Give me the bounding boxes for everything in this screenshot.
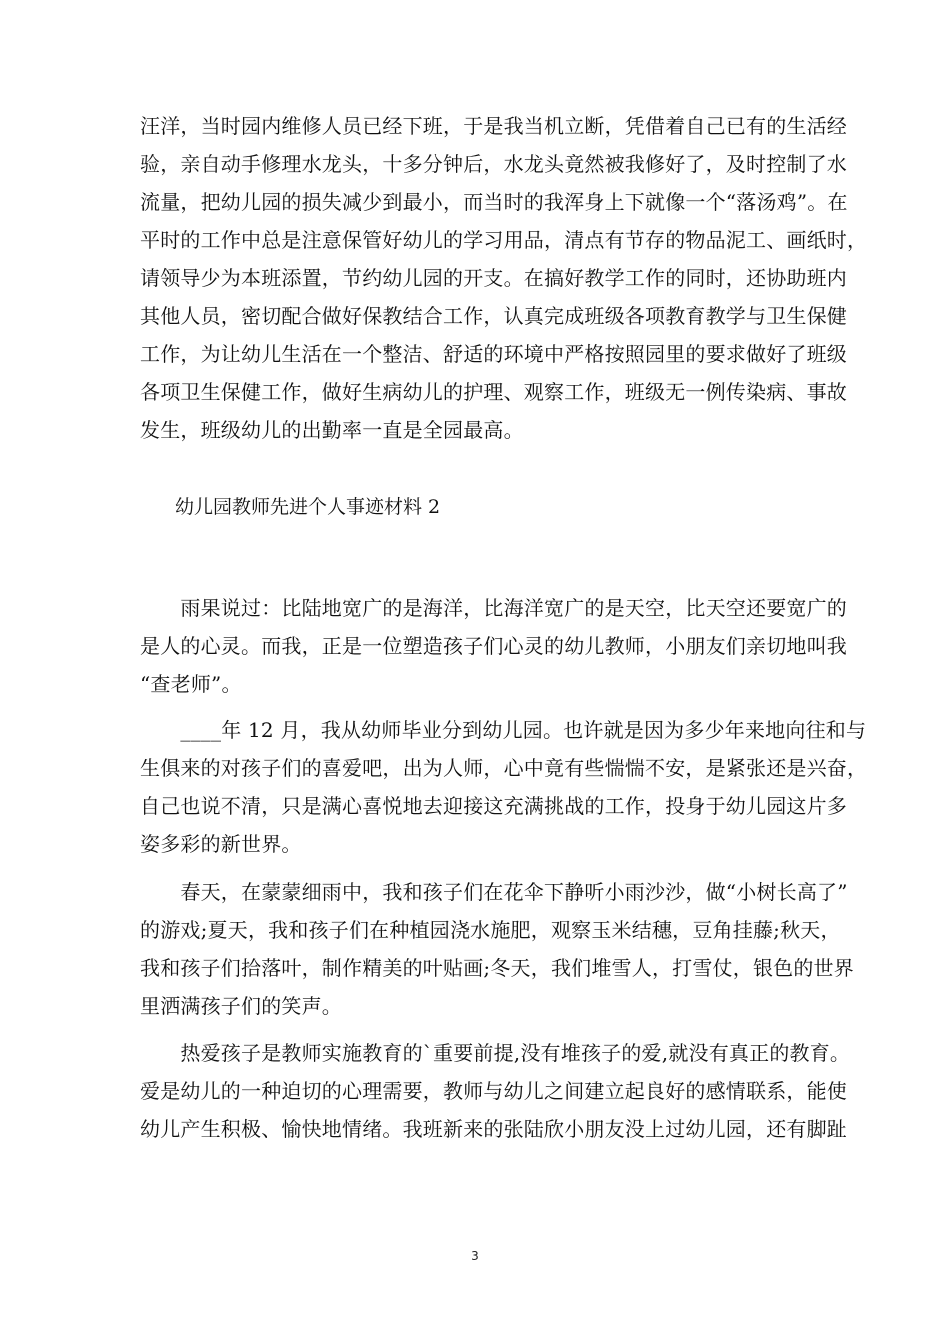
text-line: 的游戏;夏天，我和孩子们在种植园浇水施肥，观察玉米结穗，豆角挂藤;秋天， <box>140 918 841 942</box>
text-line: 其他人员，密切配合做好保教结合工作，认真完成班级各项教育教学与卫生保健 <box>140 304 847 328</box>
text-line: 姿多彩的新世界。 <box>140 832 302 856</box>
text-line: 生俱来的对孩子们的喜爱吧，出为人师，心中竟有些惴惴不安，是紧张还是兴奋， <box>140 756 868 780</box>
text-line: 爱是幼儿的一种迫切的心理需要，教师与幼儿之间建立起良好的感情联系，能使 <box>140 1079 847 1103</box>
text-line: 发生，班级幼儿的出勤率一直是全园最高。 <box>140 418 524 442</box>
text-line: 是人的心灵。而我，正是一位塑造孩子们心灵的幼儿教师，小朋友们亲切地叫我 <box>140 634 847 658</box>
text-line: “查老师”。 <box>140 672 242 696</box>
text-line: 幼儿产生积极、愉快地情绪。我班新来的张陆欣小朋友没上过幼儿园，还有脚趾 <box>140 1117 847 1141</box>
text-line: 雨果说过：比陆地宽广的是海洋，比海洋宽广的是天空，比天空还要宽广的 <box>140 596 847 620</box>
paragraph-5 <box>140 1034 851 1148</box>
text-line: 热爱孩子是教师实施教育的`重要前提,没有堆孩子的爱,就没有真正的教育。 <box>140 1041 851 1065</box>
paragraph-4 <box>140 873 854 1025</box>
text-line: 里洒满孩子们的笑声。 <box>140 994 342 1018</box>
text-line: 请领导少为本班添置，节约幼儿园的开支。在搞好教学工作的同时，还协助班内 <box>140 266 847 290</box>
text-line: 工作，为让幼儿生活在一个整洁、舒适的环境中严格按照园里的要求做好了班级 <box>140 342 847 366</box>
text-line: 自己也说不清，只是满心喜悦地去迎接这充满挑战的工作，投身于幼儿园这片多 <box>140 794 847 818</box>
text-line: 汪洋，当时园内维修人员已经下班，于是我当机立断，凭借着自己已有的生活经 <box>140 114 847 138</box>
text-line: ____年 12 月，我从幼师毕业分到幼儿园。也许就是因为多少年来地向往和与 <box>140 718 867 742</box>
paragraph-3 <box>140 711 868 863</box>
text-line: 我和孩子们拾落叶，制作精美的叶贴画;冬天，我们堆雪人，打雪仗，银色的世界 <box>140 956 854 980</box>
text-line: 春天，在蒙蒙细雨中，我和孩子们在花伞下静听小雨沙沙，做“小树长高了” <box>140 880 848 904</box>
text-line: 验，亲自动手修理水龙头，十多分钟后，水龙头竟然被我修好了，及时控制了水 <box>140 152 847 176</box>
paragraph-2 <box>140 589 847 703</box>
paragraph-1 <box>140 107 868 449</box>
text-line: 各项卫生保健工作，做好生病幼儿的护理、观察工作，班级无一例传染病、事故 <box>140 380 847 404</box>
page-number: 3 <box>471 1249 479 1263</box>
text-line: 平时的工作中总是注意保管好幼儿的学习用品，清点有节存的物品泥工、画纸时， <box>140 228 868 252</box>
section-heading: 幼儿园教师先进个人事迹材料 2 <box>175 496 441 518</box>
text-line: 流量，把幼儿园的损失减少到最小，而当时的我浑身上下就像一个“落汤鸡”。在 <box>140 190 848 214</box>
